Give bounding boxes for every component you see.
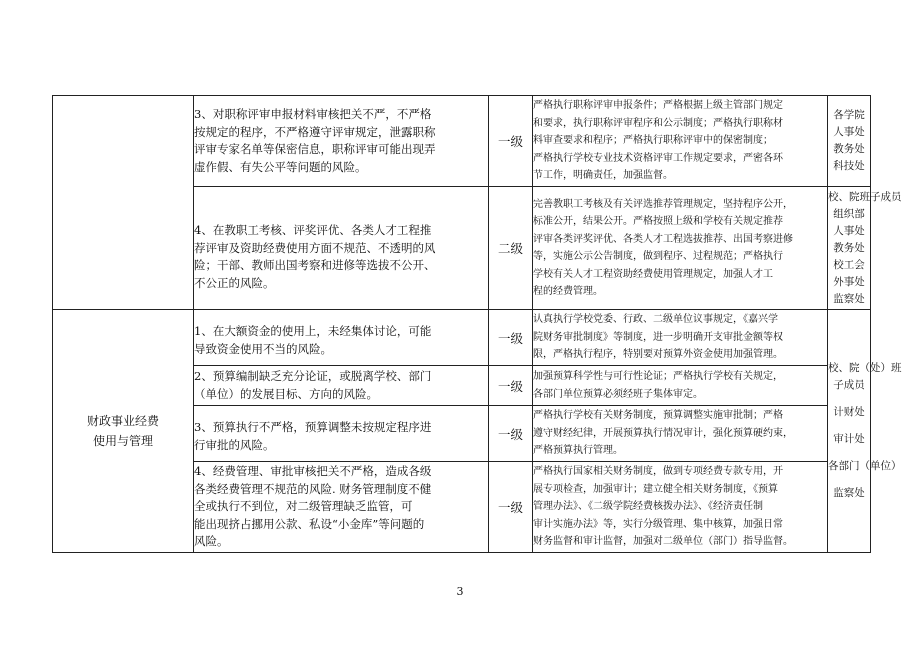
responsible-departments-cell: 校、院（处）班 子成员 计财处 审计处 各部门（单位） 监察处 — [828, 310, 871, 553]
category-cell — [53, 96, 194, 310]
control-measures-cell: 认真执行学校党委、行政、二级单位议事规定，《嘉兴学 院财务审批制度》等制度，进一步明确开支审批金额等权 限，严格执行程序，特别要对预算外资金使用加强管理。 — [533, 310, 828, 366]
risk-level-cell: 一级 — [489, 96, 533, 187]
control-measures-cell: 严格执行学校有关财务制度，预算调整实施审批制；严格 遵守财经纪律，开展预算执行情况审计，强化预算硬约束， 严格预算执行管理。 — [533, 406, 828, 462]
control-measures-cell: 严格执行国家相关财务制度，做到专项经费专款专用，开 展专项检查，加强审计；建立健全相关财务制度，《预算 管理办法》、《二级学院经费核拨办法》、《经济责任制 审计实施办法》等，实行分级管理、集中核算，加强日常 财务监督和审计监督，加强对二级单位（部门）指导监督。 — [533, 462, 828, 553]
risk-description-cell: 4、在教职工考核、评奖评优、各类人才工程推 荐评审及资助经费使用方面不规范、不透明的风 险；干部、教师出国考察和进修等选拔不公开、 不公正的风险。 — [194, 187, 489, 310]
page-number: 3 — [456, 585, 464, 598]
responsible-departments-cell: 各学院 人事处 教务处 科技处 — [828, 96, 871, 187]
risk-level-cell: 一级 — [489, 310, 533, 366]
risk-level-cell: 一级 — [489, 406, 533, 462]
control-measures-cell: 加强预算科学性与可行性论证；严格执行学校有关规定， 各部门单位预算必须经班子集体审定。 — [533, 366, 828, 406]
risk-level-cell: 一级 — [489, 462, 533, 553]
table-row — [53, 96, 871, 187]
risk-control-table — [52, 95, 902, 553]
responsible-departments-cell: 校、院班子成员 组织部 人事处 教务处 校工会 外事处 监察处 — [828, 187, 871, 310]
risk-level-cell: 一级 — [489, 366, 533, 406]
risk-description-cell: 3、对职称评审申报材料审核把关不严，不严格 按规定的程序，不严格遵守评审规定，泄露职称 评审专家名单等保密信息，职称评审可能出现弄 虚作假、有失公平等问题的风险。 — [194, 96, 489, 187]
control-measures-cell: 完善教职工考核及有关评选推荐管理规定，坚持程序公开， 标准公开，结果公开。严格按照上级和学校有关规定推荐 评审各类评奖评优、各类人才工程选拔推荐、出国考察进修 等，实施公示公告制度，做到程序、过程规范；严格执行 学校有关人才工程资助经费使用管理规定，加强人才工 程的经费管理。 — [533, 187, 828, 310]
risk-description-cell: 1、在大额资金的使用上，未经集体讨论，可能 导致资金使用不当的风险。 — [194, 310, 489, 366]
risk-description-cell: 2、预算编制缺乏充分论证，或脱离学校、部门 （单位）的发展目标、方向的风险。 — [194, 366, 489, 406]
control-measures-cell: 严格执行职称评审申报条件；严格根据上级主管部门规定 和要求，执行职称评审程序和公示制度；严格执行职称材 料审查要求和程序；严格执行职称评审中的保密制度； 严格执行学校专业技术资格评审工作规定要求，严密各环 节工作，明确责任，加强监督。 — [533, 96, 828, 187]
risk-level-cell: 二级 — [489, 187, 533, 310]
risk-description-cell: 4、经费管理、审批审核把关不严格，造成各级 各类经费管理不规范的风险. 财务管理制度不健 全或执行不到位，对二级管理缺乏监管，可 能出现挤占挪用公款、私设“小金库”等问题的 风险。 — [194, 462, 489, 553]
table-row — [53, 310, 871, 366]
risk-description-cell: 3、预算执行不严格，预算调整未按规定程序进 行审批的风险。 — [194, 406, 489, 462]
category-cell: 财政事业经费 使用与管理 — [53, 310, 194, 553]
